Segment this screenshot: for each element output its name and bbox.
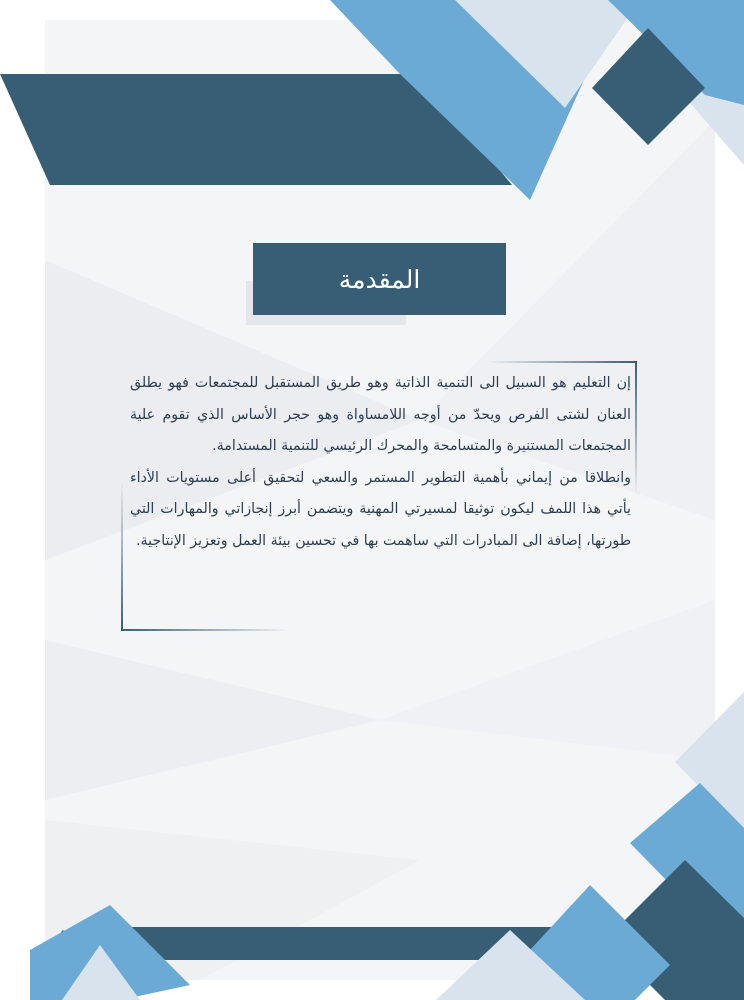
frame-right-line — [635, 361, 637, 496]
heading-box — [253, 243, 506, 315]
page-heading: المقدمة — [338, 264, 421, 294]
frame-bottom-line — [121, 629, 291, 631]
intro-text — [130, 368, 631, 557]
frame-left-line — [121, 481, 123, 631]
intro-paragraph-1: إن التعليم هو السبيل الى التنمية الذاتية وهو طريق المستقبل للمجتمعات فهو يطلق العنان لشتى الفرص ويحدّ من أوجه اللامساواة وهو حجر الأساس الذي تقوم علية المجتمعات المستنيرة والمتسامحة والمحرك الرئيسي للتنمية المستدامة. — [130, 375, 631, 454]
intro-paragraph-2: وانطلاقا من إيماني بأهمية التطوير المستمر والسعي لتحقيق أعلى مستويات الأداء يأتي هذا اللمف ليكون توثيقا لمسيرتي المهنية ويتضمن أبرز إنجازاتي والمهارات التي طورتها، إضافة الى المبادرات التي ساهمت بها في تحسين بيئة العمل وتعزيز الإنتاجية. — [130, 469, 631, 549]
frame-top-line — [487, 361, 637, 363]
